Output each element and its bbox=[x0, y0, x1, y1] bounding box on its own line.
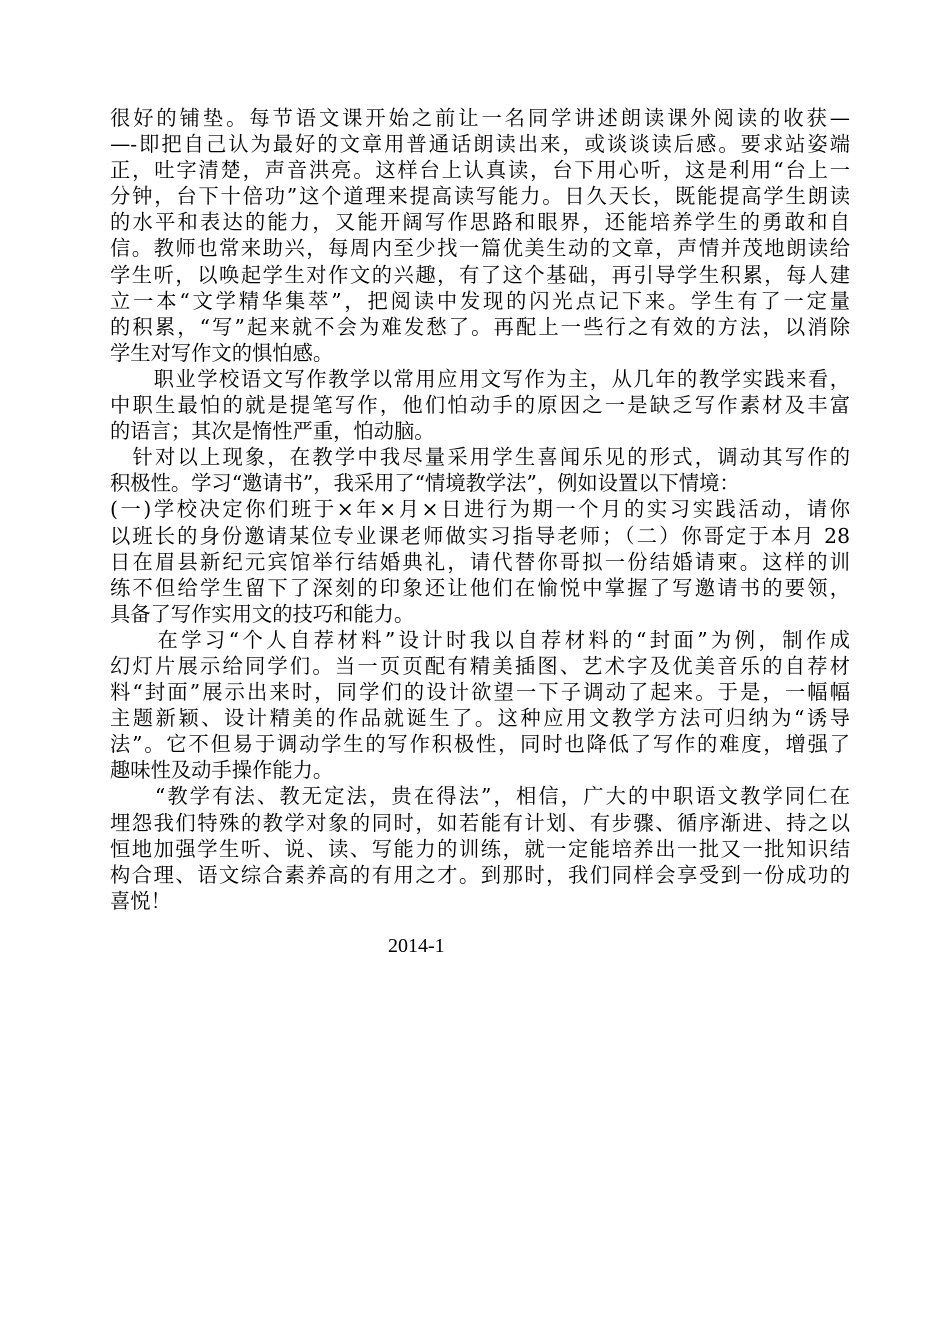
text-line: 的语言；其次是惰性严重，怕动脑。 bbox=[110, 419, 435, 444]
text-line: 分钟，台下十倍功”这个道理来提高读写能力。日久天长，既能提高学生朗读 bbox=[110, 184, 850, 209]
text-line: 埋怨我们特殊的教学对象的同时，如若能有计划、有步骤、循序渐进、持之以 bbox=[110, 810, 850, 835]
text-line: 很好的铺垫。每节语文课开始之前让一名同学讲述朗读课外阅读的收获— bbox=[110, 106, 850, 130]
text-line: (一)学校决定你们班于×年×月×日进行为期一个月的实习实践活动，请你 bbox=[110, 497, 850, 522]
text-line: 主题新颖、设计精美的作品就诞生了。这种应用文教学方法可归纳为“诱导 bbox=[110, 706, 850, 731]
text-line: 学生对写作文的惧怕感。 bbox=[110, 340, 334, 365]
text-line: 恒地加强学生听、说、读、写能力的训练，就一定能培养出一批又一批知识结 bbox=[110, 836, 850, 861]
text-line: 以班长的身份邀请某位专业课老师做实习指导老师；（二）你哥定于本月 28 bbox=[110, 523, 850, 548]
text-line: 积极性。学习“邀请书”，我采用了“情境教学法”，例如设置以下情境： bbox=[110, 471, 740, 496]
text-line: 学生听，以唤起学生对作文的兴趣，有了这个基础，再引导学生积累，每人建 bbox=[110, 262, 850, 287]
text-line: 具备了写作实用文的技巧和能力。 bbox=[110, 601, 415, 626]
text-line: 正，吐字清楚，声音洪亮。这样台上认真读，台下用心听，这是利用“台上一 bbox=[110, 158, 850, 183]
text-line: 法”。它不但易于调动学生的写作积极性，同时也降低了写作的难度，增强了 bbox=[110, 732, 850, 757]
text-line: 趣味性及动手操作能力。 bbox=[110, 758, 334, 783]
text-line: 的积累，“写”起来就不会为难发愁了。再配上一些行之有效的方法，以消除 bbox=[110, 314, 850, 339]
text-line: 在学习“个人自荐材料”设计时我以自荐材料的“封面”为例，制作成 bbox=[110, 627, 850, 652]
text-line: “教学有法、教无定法，贵在得法”，相信，广大的中职语文教学同仁在 bbox=[110, 784, 850, 809]
text-line: 信。教师也常来助兴，每周内至少找一篇优美生动的文章，声情并茂地朗读给 bbox=[110, 236, 850, 261]
text-line: 立一本“文学精华集萃”，把阅读中发现的闪光点记下来。学生有了一定量 bbox=[110, 288, 850, 313]
text-line: 料“封面”展示出来时，同学们的设计欲望一下子调动了起来。于是，一幅幅 bbox=[110, 680, 850, 705]
text-line: 日在眉县新纪元宾馆举行结婚典礼，请代替你哥拟一份结婚请柬。这样的训 bbox=[110, 549, 850, 574]
text-line: 中职生最怕的就是提笔写作，他们怕动手的原因之一是缺乏写作素材及丰富 bbox=[110, 393, 850, 418]
text-line: 的水平和表达的能力，又能开阔写作思路和眼界，还能培养学生的勇敢和自 bbox=[110, 210, 850, 235]
text-line: 针对以上现象，在教学中我尽量采用学生喜闻乐见的形式，调动其写作的 bbox=[110, 445, 850, 470]
text-line: —-即把自己认为最好的文章用普通话朗读出来，或谈谈读后感。要求站姿端 bbox=[110, 132, 850, 157]
text-line: 构合理、语文综合素养高的有用之才。到那时，我们同样会享受到一份成功的 bbox=[110, 862, 850, 887]
document-date: 2014-1 bbox=[388, 935, 445, 957]
text-line: 幻灯片展示给同学们。当一页页配有精美插图、艺术字及优美音乐的自荐材 bbox=[110, 653, 850, 678]
text-line: 喜悦！ bbox=[110, 888, 171, 913]
text-line: 练不但给学生留下了深刻的印象还让他们在愉悦中掌握了写邀请书的要领， bbox=[110, 575, 850, 600]
body-text bbox=[110, 105, 850, 914]
text-line: 职业学校语文写作教学以常用应用文写作为主，从几年的教学实践来看， bbox=[110, 366, 850, 391]
